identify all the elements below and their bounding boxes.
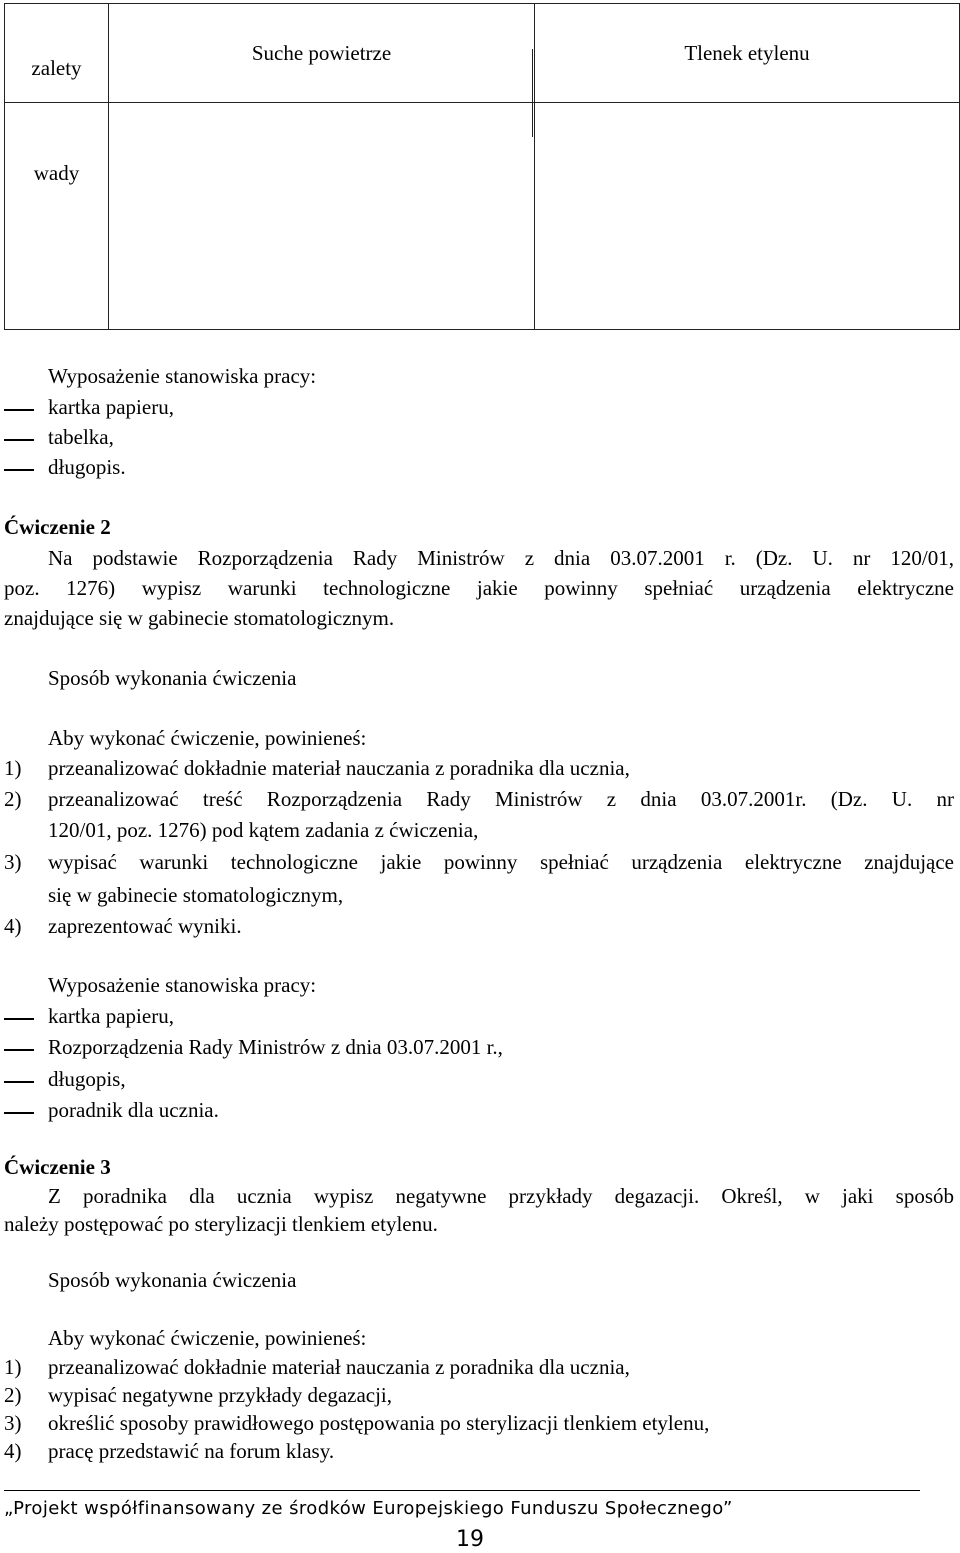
list-item: kartka papieru, — [48, 1004, 174, 1028]
footer-text: „Projekt współfinansowany ze środków Europejskiego Funduszu Społecznego” — [4, 1498, 733, 1519]
step-number: 1) — [4, 756, 22, 780]
list-item: długopis. — [48, 455, 126, 479]
step-number: 3) — [4, 1411, 22, 1435]
row-label-wady: wady — [5, 103, 109, 330]
dash-icon — [4, 409, 34, 411]
column-header-suche-powietrze: Suche powietrze — [109, 4, 535, 103]
method-title: Sposób wykonania ćwiczenia — [48, 1268, 297, 1292]
step-number: 4) — [4, 914, 22, 938]
dash-icon — [4, 1049, 34, 1051]
dash-icon — [4, 469, 34, 471]
exercise-2-text-line: Na podstawie Rozporządzenia Rady Ministrów z dnia 03.07.2001 r. (Dz. U. nr 120/01, — [48, 546, 954, 570]
step-text: określić sposoby prawidłowego postępowania po sterylizacji tlenkiem etylenu, — [48, 1411, 710, 1435]
step-number: 3) — [4, 850, 22, 874]
step-text: 120/01, poz. 1276) pod kątem zadania z ćwiczenia, — [48, 818, 479, 842]
equipment-title: Wyposażenie stanowiska pracy: — [48, 364, 317, 388]
step-text: wypisać negatywne przykłady degazacji, — [48, 1383, 393, 1407]
page-number: 19 — [456, 1527, 484, 1552]
exercise-3-text-line: należy postępować po sterylizacji tlenkiem etylenu. — [4, 1212, 438, 1236]
step-text: przeanalizować dokładnie materiał nauczania z poradnika dla ucznia, — [48, 1355, 630, 1379]
dash-icon — [4, 1112, 34, 1114]
list-item: poradnik dla ucznia. — [48, 1098, 219, 1122]
step-text: przeanalizować treść Rozporządzenia Rady Ministrów z dnia 03.07.2001r. (Dz. U. nr — [48, 787, 954, 811]
footer-divider — [4, 1490, 920, 1491]
column-header-tlenek-etylenu: Tlenek etylenu — [535, 4, 960, 103]
exercise-3-heading: Ćwiczenie 3 — [4, 1155, 111, 1179]
method-intro: Aby wykonać ćwiczenie, powinieneś: — [48, 726, 367, 750]
zalety-cells-area — [108, 49, 960, 137]
step-text: się w gabinecie stomatologicznym, — [48, 883, 344, 907]
row-label-zalety: zalety — [5, 4, 109, 103]
dash-icon — [4, 1081, 34, 1083]
step-number: 4) — [4, 1439, 22, 1463]
dash-icon — [4, 439, 34, 441]
exercise-3-text-line: Z poradnika dla ucznia wypisz negatywne przykłady degazacji. Określ, w jaki sposób — [48, 1184, 954, 1208]
method-intro: Aby wykonać ćwiczenie, powinieneś: — [48, 1326, 367, 1350]
equipment-title: Wyposażenie stanowiska pracy: — [48, 973, 317, 997]
exercise-2-text-line: poz. 1276) wypisz warunki technologiczne jakie powinny spełniać urządzenia elektryczne — [4, 576, 954, 600]
step-text: przeanalizować dokładnie materiał nauczania z poradnika dla ucznia, — [48, 756, 630, 780]
list-item: kartka papieru, — [48, 395, 174, 419]
list-item: Rozporządzenia Rady Ministrów z dnia 03.07.2001 r., — [48, 1035, 503, 1059]
step-number: 2) — [4, 787, 22, 811]
dash-icon — [4, 1018, 34, 1020]
method-title: Sposób wykonania ćwiczenia — [48, 666, 297, 690]
step-number: 2) — [4, 1383, 22, 1407]
exercise-2-text-line: znajdujące się w gabinecie stomatologicznym. — [4, 606, 395, 630]
step-text: pracę przedstawić na forum klasy. — [48, 1439, 335, 1463]
list-item: tabelka, — [48, 425, 114, 449]
exercise-2-heading: Ćwiczenie 2 — [4, 515, 111, 539]
list-item: długopis, — [48, 1067, 126, 1091]
step-text: wypisać warunki technologiczne jakie powinny spełniać urządzenia elektryczne znajdujące — [48, 850, 954, 874]
step-text: zaprezentować wyniki. — [48, 914, 242, 938]
step-number: 1) — [4, 1355, 22, 1379]
